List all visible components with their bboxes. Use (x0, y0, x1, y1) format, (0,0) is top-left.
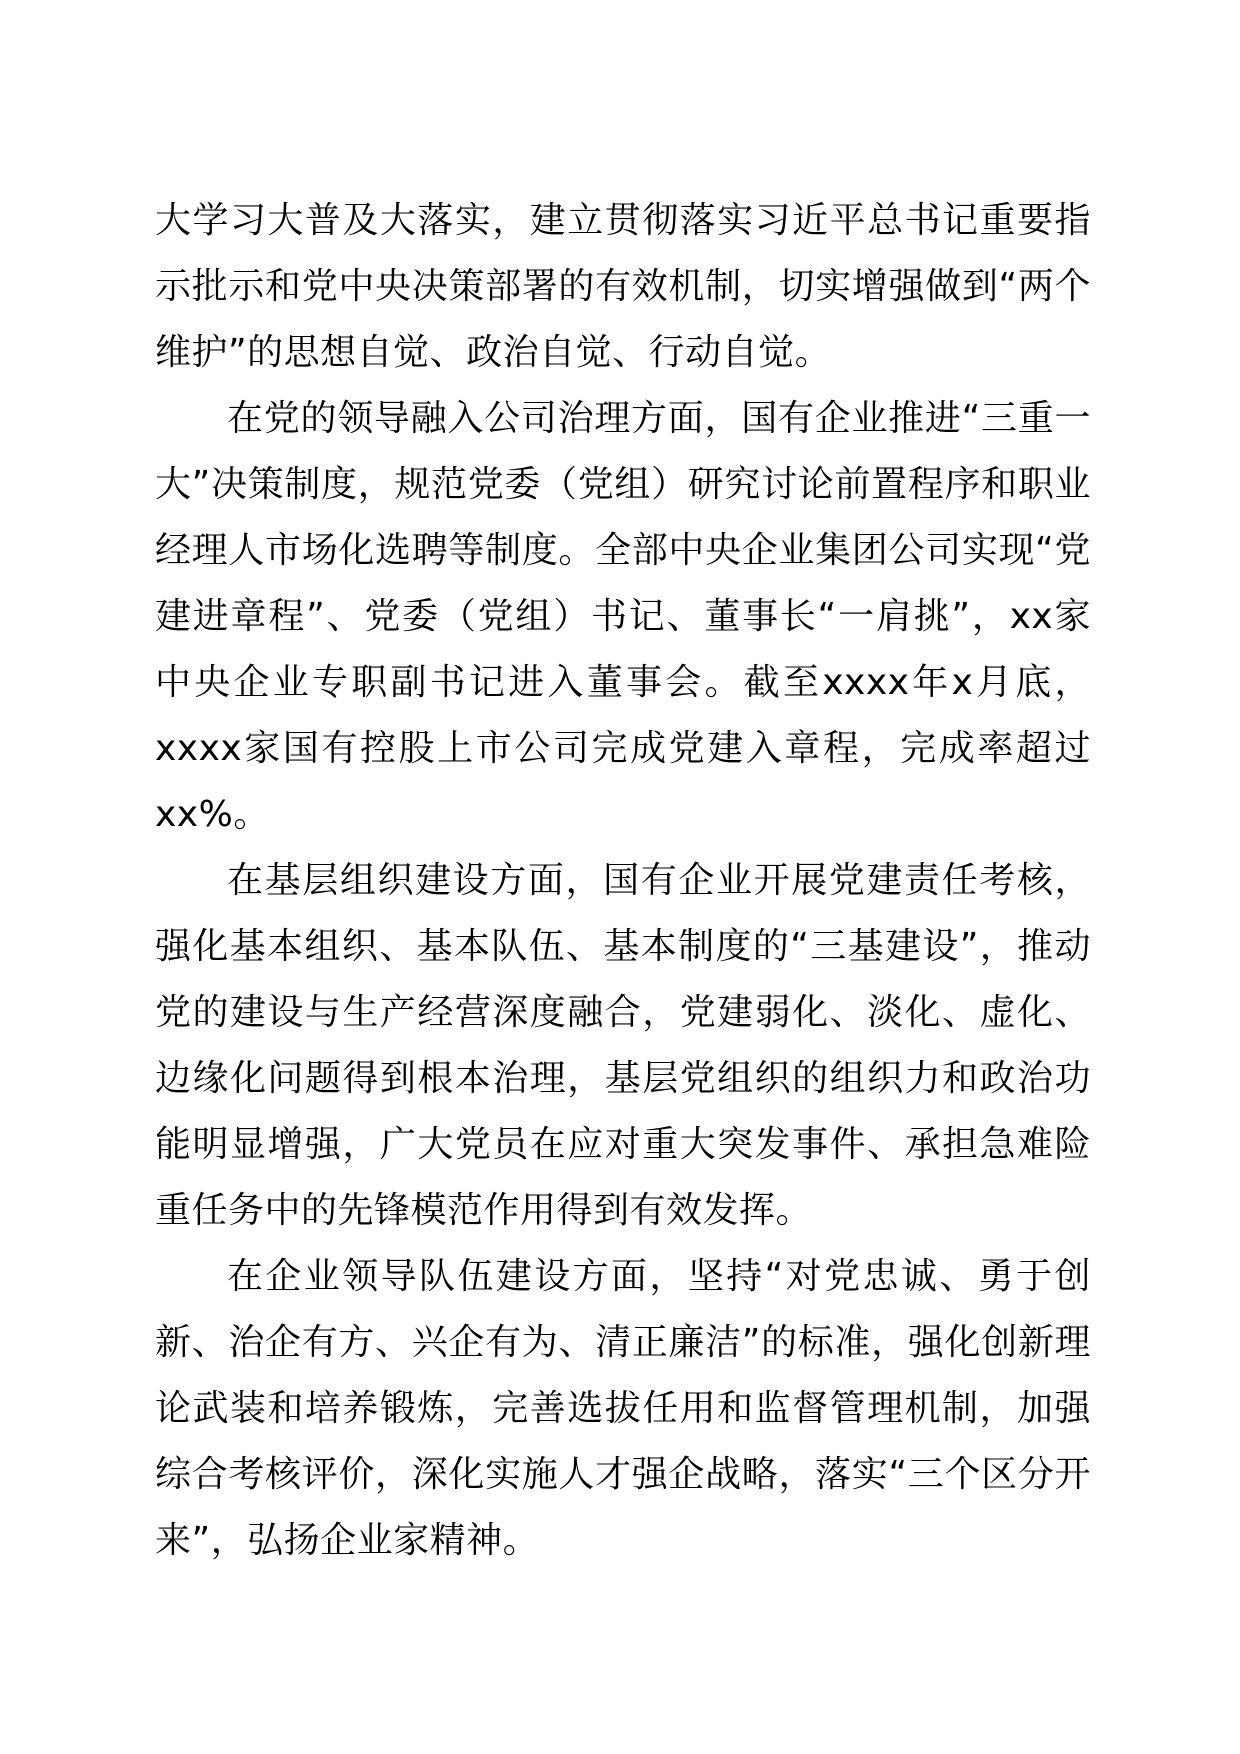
paragraph-4: 在企业领导队伍建设方面，坚持“对党忠诚、勇于创新、治企有方、兴企有为、清正廉洁”的标准，强化创新理论武装和培养锻炼，完善选拔任用和监督管理机制，加强综合考核评价，深化实施人才强企战略，落实“三个区分开来”，弘扬企业家精神。 (155, 1256, 1091, 1561)
document-body (155, 188, 1091, 1574)
paragraph-3: 在基层组织建设方面，国有企业开展党建责任考核，强化基本组织、基本队伍、基本制度的“三基建设”，推动党的建设与生产经营深度融合，党建弱化、淡化、虚化、边缘化问题得到根本治理，基层党组织的组织力和政治功能明显增强，广大党员在应对重大突发事件、承担急难险重任务中的先锋模范作用得到有效发挥。 (155, 860, 1091, 1231)
paragraph-1: 大学习大普及大落实，建立贯彻落实习近平总书记重要指示批示和党中央决策部署的有效机制，切实增强做到“两个维护”的思想自觉、政治自觉、行动自觉。 (155, 200, 1091, 373)
paragraph-2: 在党的领导融入公司治理方面，国有企业推进“三重一大”决策制度，规范党委（党组）研究讨论前置程序和职业经理人市场化选聘等制度。全部中央企业集团公司实现“党建进章程”、党委（党组）书记、董事长“一肩挑”，xx家中央企业专职副书记进入董事会。截至xxxx年x月底，xxxx家国有控股上市公司完成党建入章程，完成率超过xx%。 (155, 398, 1091, 835)
